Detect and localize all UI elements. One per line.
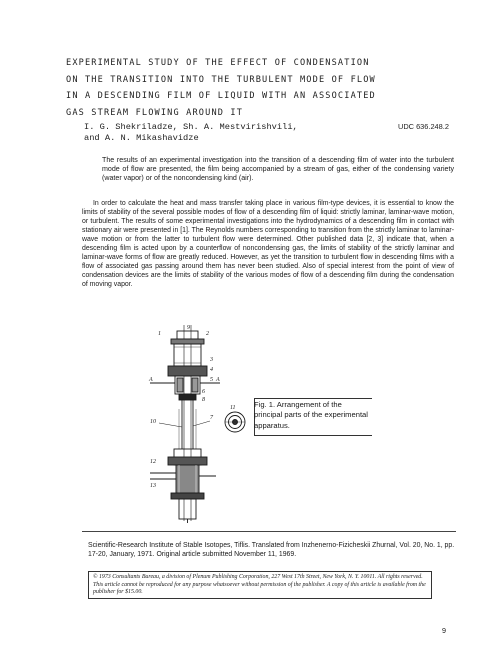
title-line: GAS STREAM FLOWING AROUND IT <box>66 107 244 118</box>
figure-label: 6 <box>202 389 205 395</box>
udc-code: UDC 636.248.2 <box>398 122 449 131</box>
apparatus-figure <box>146 323 256 523</box>
figure-label: 13 <box>150 483 156 489</box>
title-line: IN A DESCENDING FILM OF LIQUID WITH AN ASSOCIATED <box>66 91 376 101</box>
figure-label: 11 <box>230 405 236 411</box>
footnote-divider <box>82 531 456 532</box>
figure-label: 2 <box>206 331 209 337</box>
authors <box>84 122 334 144</box>
figure-label: 7 <box>210 415 213 421</box>
figure-label: 10 <box>150 419 156 425</box>
figure-label: 1 <box>158 331 161 337</box>
figure-label: 8 <box>202 397 205 403</box>
figure-label: 9 <box>187 325 190 331</box>
abstract: The results of an experimental investigation into the transition of a descending film of water into the turbulent mode of flow are presented, the film being accompanied by a stream of gas, either of the condensing variety (water vapor) or of the noncondensing kind (air). <box>102 156 454 183</box>
figure-label: A <box>216 377 220 383</box>
body-text: In order to calculate the heat and mass transfer taking place in various film-type devices, it is essential to know the limits of stability of the several possible modes of flow of a descending film of liquid: strictly laminar, laminar-wave motion, or turbulent. The results of some experimental investigations into the hydrodynamics of a descending film in contact with stationary air were presented in [1]. The Reynolds numbers corresponding to transition from the strictly laminar to laminar-wave motion or from the latter to turbulent flow were determined. Other published data [2, 3] indicate that, when a descending film is acted upon by a counterflow of noncondensing gas, the limits of stability of the strictly laminar and laminar-wave forms of flow are greatly reduced. However, as yet the transition to turbulent flow in descending films with a flow of associated gas passing around them has never been studied. Also of special interest from the point of view of condensation devices are the limits of stability of the various modes of flow of a descending film during the condensation of moving vapor. <box>82 200 454 289</box>
figure-label: A <box>149 377 153 383</box>
paper-title <box>66 55 446 121</box>
figure-label: 5 <box>210 377 213 383</box>
title-line: ON THE TRANSITION INTO THE TURBULENT MODE OF FLOW <box>66 74 376 85</box>
affiliation-note: Scientific-Research Institute of Stable Isotopes, Tiflis. Translated from Inzhenerno-Fizicheskii Zhurnal, Vol. 20, No. 1, pp. 17-20, January, 1971. Original article submitted November 11, 1969. <box>88 542 455 559</box>
copyright-notice: © 1973 Consultants Bureau, a division of Plenum Publishing Corporation, 227 West 17th Street, New York, N. Y. 10011. All rights reserved. This article cannot be reproduced for any purpose whatsoever without permission of the publisher. A copy of this article is available from the publisher for $15.00. <box>88 571 432 599</box>
page-number: 9 <box>442 626 446 635</box>
figure-label: 12 <box>150 459 156 465</box>
figure-caption: Fig. 1. Arrangement of the principal parts of the experimental apparatus. <box>254 400 368 430</box>
figure-label: 4 <box>210 367 213 373</box>
author-line: I. G. Shekriladze, Sh. A. Mestvirishvili, <box>84 122 298 132</box>
apparatus-drawing <box>150 325 245 523</box>
author-line: and A. N. Mikashavidze <box>84 133 199 143</box>
caption-rule <box>254 435 372 436</box>
title-line: EXPERIMENTAL STUDY OF THE EFFECT OF CONDENSATION <box>66 58 370 68</box>
figure-label: 3 <box>210 357 213 363</box>
